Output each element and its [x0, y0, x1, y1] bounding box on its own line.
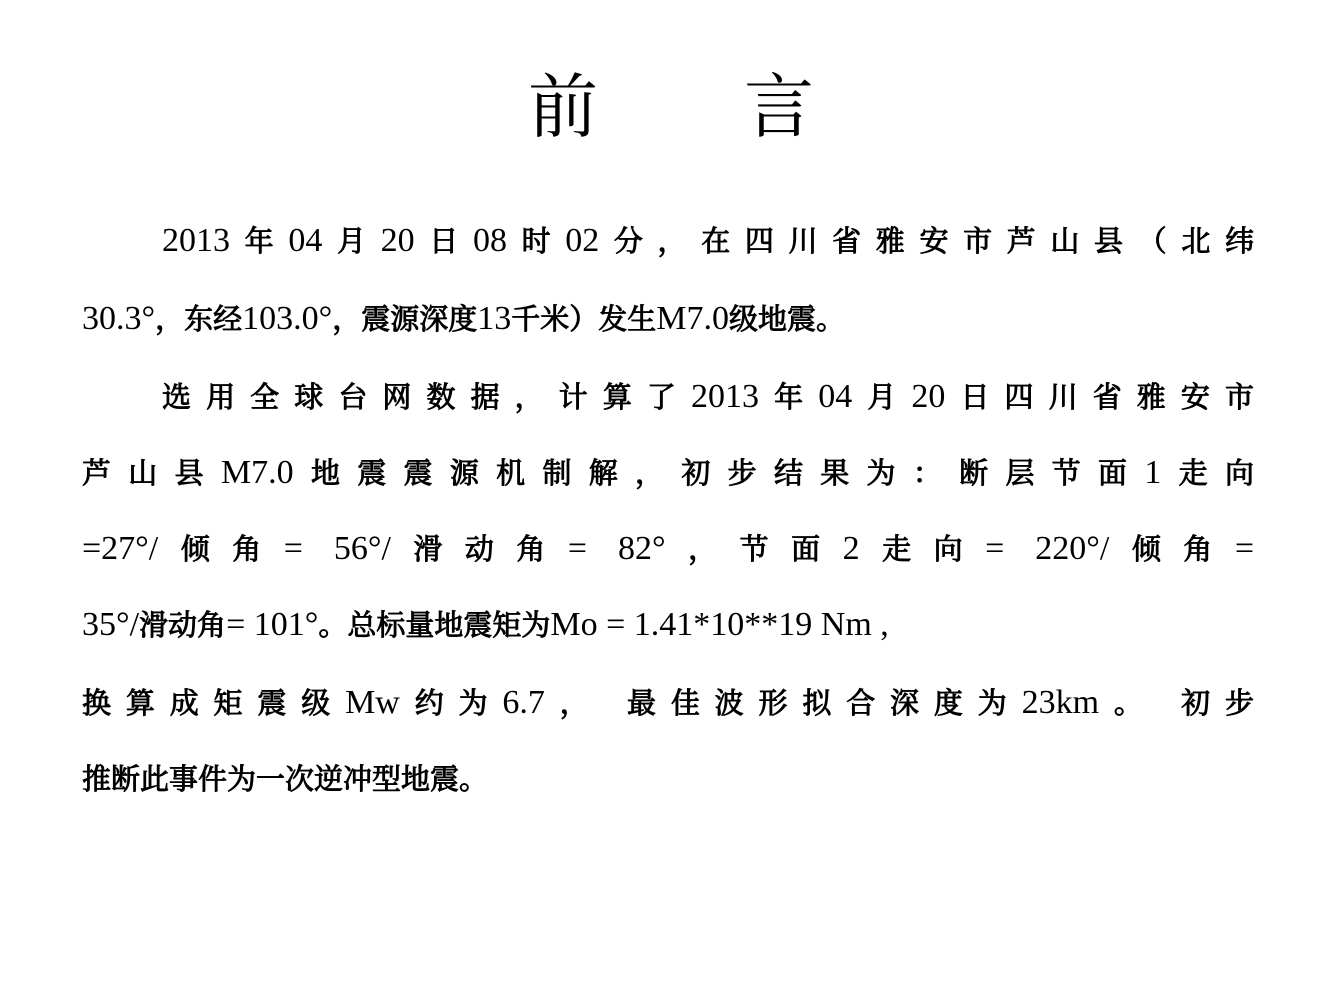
paragraph1-line-1: 2013年04月20日08时02分，在四川省雅安市芦山县（北纬	[162, 222, 1254, 259]
paragraph2-line-1: 选用全球台网数据，计算了2013年04月20日四川省雅安市	[162, 378, 1254, 415]
paragraph2-line-6: 推断此事件为一次逆冲型地震。	[82, 762, 489, 796]
paragraph2-line-2: 芦山县M7.0地震震源机制解，初步结果为：断层节面1走向	[82, 454, 1254, 491]
paragraph2-line-4: 35°/滑动角= 101°。总标量地震矩为Mo = 1.41*10**19 Nm ,	[82, 606, 889, 643]
page-title: 前 言	[528, 66, 816, 148]
paragraph2-line-3: =27°/倾角= 56°/滑动角= 82°，节面2走向= 220°/倾角=	[82, 530, 1254, 567]
paragraph1-line-2: 30.3°，东经103.0°，震源深度13千米）发生M7.0级地震。	[82, 300, 846, 337]
paragraph2-line-5: 换算成矩震级Mw约为6.7， 最佳波形拟合深度为23km。 初步	[82, 684, 1254, 721]
